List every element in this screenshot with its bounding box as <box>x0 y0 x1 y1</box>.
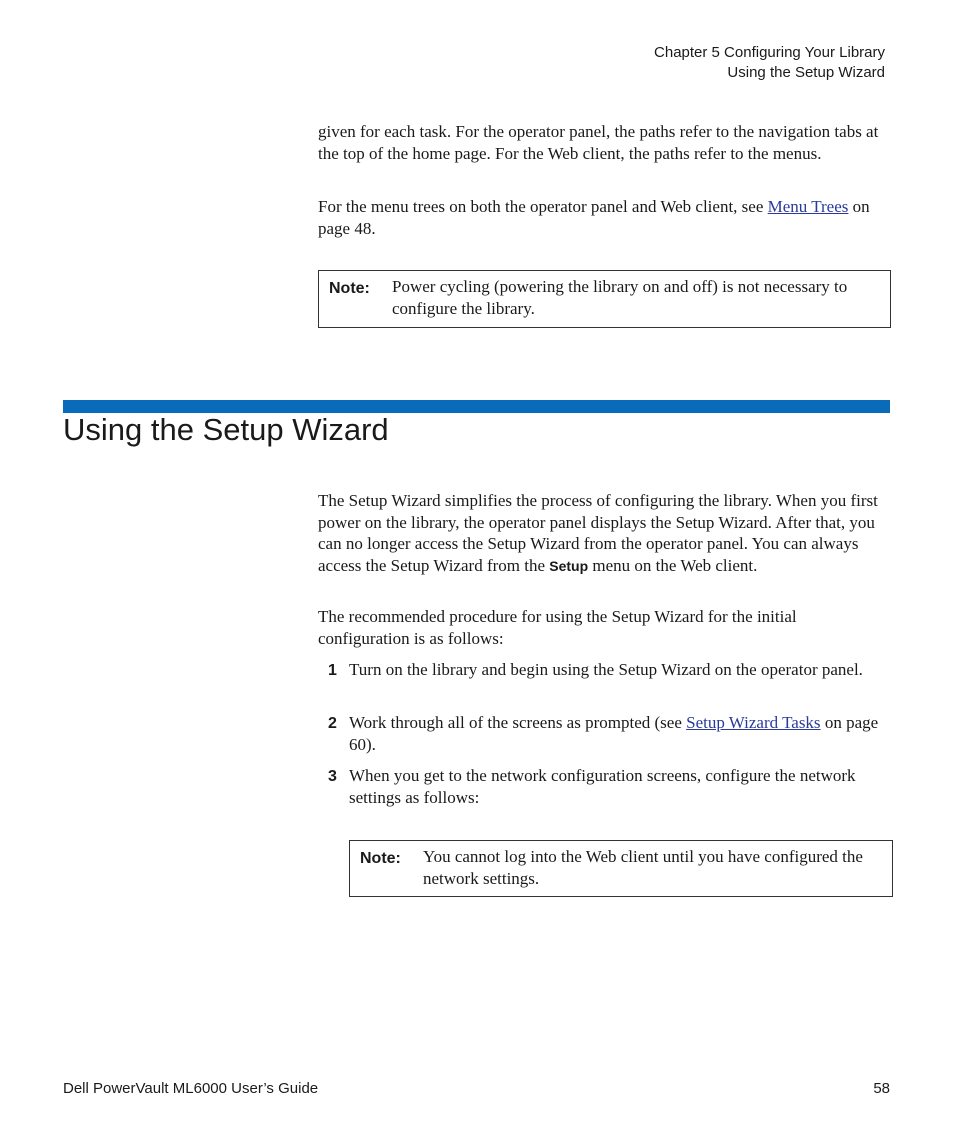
section-para1-before: The Setup Wizard simplifies the process of configuring the library. When you first power on the library, the operator panel displays the Setup Wizard. After that, you can no longer access the Setup Wizard from the operator panel. You can always access the Setup Wizard from the <box>318 491 878 575</box>
menu-trees-link[interactable]: Menu Trees <box>767 197 849 216</box>
step2-text-after: on page 60). <box>349 713 879 754</box>
procedure-step-3 <box>328 765 890 809</box>
running-header <box>654 43 885 83</box>
procedure-step-2 <box>328 712 890 756</box>
footer-document-title: Dell PowerVault ML6000 User’s Guide <box>63 1080 319 1097</box>
section-heading: Using the Setup Wizard <box>63 412 389 447</box>
procedure-step-1 <box>328 659 890 703</box>
section-para1-after: menu on the Web client. <box>588 555 758 575</box>
step-text <box>349 712 894 755</box>
step-number: 3 <box>328 768 337 785</box>
footer-page-number: 58 <box>873 1080 890 1097</box>
intro-paragraph-2 <box>318 196 890 239</box>
step2-text-before: Work through all of the screens as prompted (see <box>349 713 687 732</box>
step-text: When you get to the network configuration screens, configure the network settings as follows: <box>349 766 856 807</box>
note-box-network <box>349 840 893 897</box>
header-chapter: Chapter 5 Configuring Your Library <box>654 44 885 61</box>
intro-para2-before: For the menu trees on both the operator panel and Web client, see <box>318 197 768 216</box>
intro-paragraph-1: given for each task. For the operator panel, the paths refer to the navigation tabs at the top of the home page. For the Web client, the paths refer to the menus. <box>318 122 879 163</box>
section-paragraph-1 <box>318 490 890 577</box>
intro-para2-after: on page 48. <box>318 197 870 238</box>
note-text: Power cycling (powering the library on and off) is not necessary to configure the library. <box>392 277 848 318</box>
note-text: You cannot log into the Web client until you have configured the network settings. <box>423 847 863 888</box>
note-box-power-cycling <box>318 270 891 328</box>
setup-wizard-tasks-link[interactable]: Setup Wizard Tasks <box>686 713 821 732</box>
header-section: Using the Setup Wizard <box>727 64 885 81</box>
note-label: Note: <box>360 850 401 867</box>
step-text: Turn on the library and begin using the Setup Wizard on the operator panel. <box>349 660 863 679</box>
section-paragraph-2: The recommended procedure for using the Setup Wizard for the initial configuration is as follows: <box>318 607 797 648</box>
setup-menu-label: Setup <box>549 557 589 574</box>
step-number: 1 <box>328 662 337 679</box>
note-label: Note: <box>329 280 370 297</box>
step-number: 2 <box>328 715 337 732</box>
